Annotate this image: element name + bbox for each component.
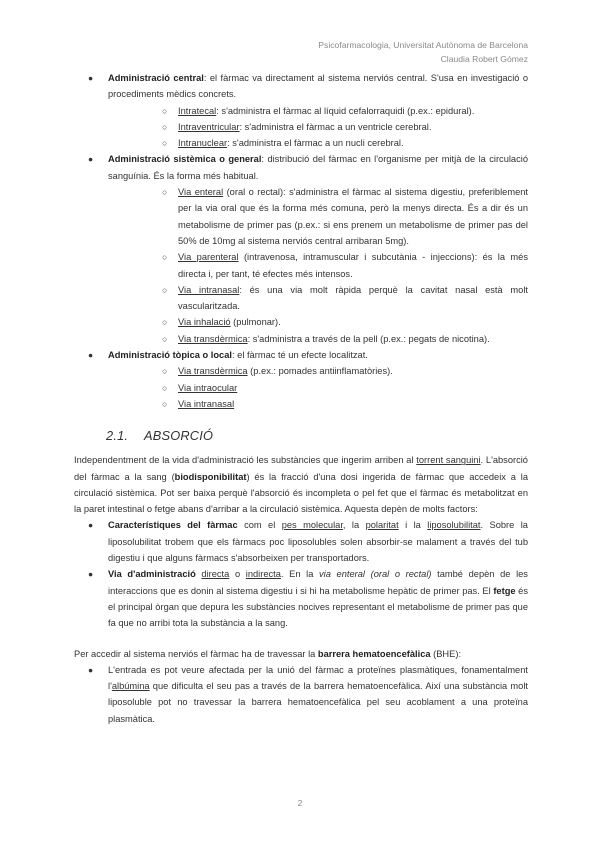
- route-systemic: [74, 151, 528, 347]
- page-content: [74, 70, 528, 727]
- section-number: 2.1.: [106, 428, 129, 444]
- route-topical: [74, 347, 528, 412]
- route-central-title: Administració central: [108, 73, 204, 83]
- list-item: ○ Via intranasal: és una via molt ràpida perquè la cavitat nasal està molt vascularitzada.: [142, 282, 528, 315]
- bhe-list: [74, 662, 528, 727]
- page-number: 2: [297, 798, 303, 808]
- list-item: ○ Via transdèrmica: s'administra a través de la pell (p.ex.: pegats de nicotina).: [142, 331, 528, 347]
- bhe-intro: Per accedir al sistema nerviós el fàrmac ha de travessar la barrera hematoencefàlica (BHE):: [74, 648, 462, 659]
- factor-drug-characteristics: ● Característiques del fàrmac com el pes molecular, la polaritat i la liposolubilitat. Sobre la liposolubilitat trobem que els fàrmacs poc liposolubles solen absorbir-se malament a través del tub digestiu i que alguns fàrmacs s'absorbeixen per transportadors.: [74, 517, 528, 566]
- route-topical-text: : el fàrmac té un efecte localitzat.: [231, 350, 368, 361]
- list-item: ○ Intranuclear: s'administra el fàrmac a un nucli cerebral.: [142, 135, 528, 151]
- bhe-item: ● L'entrada es pot veure afectada per la unió del fàrmac a proteïnes plasmàtiques, fonamentalment l'albúmina que dificulta el seu pas a través de la barrera hematoencefàlica. Així una substància molt liposoluble pot no travessar la barrera hematoencefàlica pel seu acoblament a una proteïna plasmàtica.: [74, 662, 528, 727]
- header-course: Psicofarmacologia, Universitat Autònoma de Barcelona: [318, 40, 528, 50]
- route-topical-sublist: [108, 363, 528, 412]
- section-title: ABSORCIÓ: [144, 428, 214, 444]
- header-author: Claudia Robert Gómez: [440, 54, 528, 64]
- list-item: ○ Via enteral (oral o rectal): s'administra el fàrmac al sistema digestiu, preferiblement per la via oral que és la forma més comuna, però la menys directa. És a dir és un metabolisme de primer pas (p.ex.: si ens prenem un metabolisme de primer pas del 50% de 10mg al sistema nerviós central arribaran 5mg).: [142, 184, 528, 249]
- factor-administration-route: ● Via d'administració directa o indirecta. En la via enteral (oral o rectal) també depèn de les interaccions que es donin al sistema digestiu i si hi ha metabolisme hepàtic de primer pas. El fetge és el principal òrgan que depura les substàncies nocives representant el metabolisme de primer pas que fa que no arribi tota la substància a la sang.: [74, 566, 528, 631]
- list-item: ○ Intraventricular: s'administra el fàrmac a un ventricle cerebral.: [142, 119, 528, 135]
- section-heading: [106, 426, 528, 446]
- route-central-text: : el fàrmac va directament al sistema nerviós central. S'usa en investigació o procediments mèdics concrets.: [108, 73, 528, 100]
- list-item: ○ Via intraocular: [142, 380, 528, 396]
- route-systemic-sublist: [108, 184, 528, 347]
- absorption-paragraph: Independentment de la vida d'administració les substàncies que ingerim arriben al torrent sanguini. L'absorció del fàrmac a la sang (biodisponibilitat) és la fracció d'una dosi ingerida de fàrmac que accedeix a la circulació sistèmica. Pot ser baixa perquè l'absorció és incompleta o pel fet que el fàrmac és metabolitzat en la paret intestinal o fetge abans d'arribar a la circulació sistèmica. Aquesta depèn de molts factors:: [74, 455, 528, 515]
- list-item: ○ Intratecal: s'administra el fàrmac al líquid cefalorraquidi (p.ex.: epidural).: [142, 103, 528, 119]
- list-item: ○ Via parenteral (intravenosa, intramuscular i subcutània - injeccions): és la més directa i, per tant, té efectes més intensos.: [142, 249, 528, 282]
- page-header: [318, 38, 528, 66]
- list-item: ○ Via transdèrmica (p.ex.: pomades antiinflamatòries).: [142, 363, 528, 379]
- list-item: ○ Via intranasal: [142, 396, 528, 412]
- route-topical-title: Administració tòpica o local: [108, 350, 232, 361]
- route-systemic-text: : distribució del fàrmac en l'organisme per mitjà de la circulació sanguínia. És la forma més habitual.: [108, 154, 528, 181]
- list-item: ○ Via inhalació (pulmonar).: [142, 314, 528, 330]
- routes-list: [74, 70, 528, 412]
- factors-list: [74, 517, 528, 631]
- route-systemic-title: Administració sistèmica o general: [108, 154, 262, 165]
- route-central: [74, 70, 528, 151]
- route-central-sublist: [108, 103, 528, 152]
